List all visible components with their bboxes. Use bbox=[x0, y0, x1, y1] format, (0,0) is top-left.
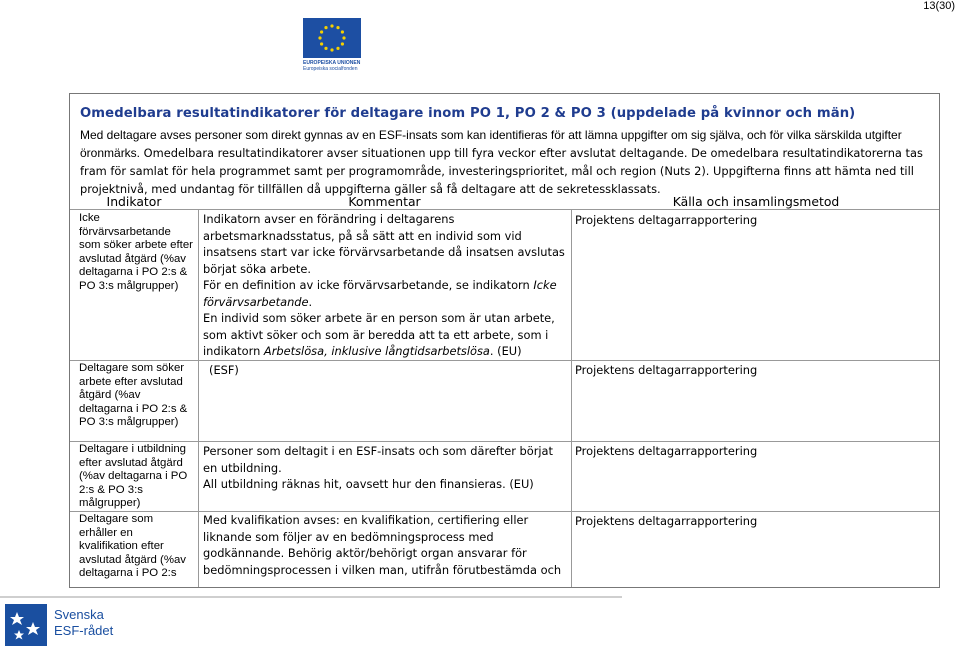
column-divider bbox=[571, 209, 572, 588]
row3-comment-1: Personer som deltagit i en ESF-insats och som därefter börjat en utbildning. bbox=[203, 444, 554, 475]
eu-logo bbox=[303, 18, 361, 72]
row1-comment bbox=[203, 211, 568, 360]
row2-indicator: Deltagare som söker arbete efter avslutad åtgärd (%av deltagarna i PO 2:s & PO 3:s målgrupper) bbox=[79, 362, 188, 429]
row1-comment-3a: En individ som söker arbete är en person som är utan arbete, som aktivt söker och som är beredda att ta ett arbete, som i indikatorn bbox=[203, 311, 555, 358]
row4-source: Projektens deltagarrapportering bbox=[575, 514, 758, 528]
row1-comment-2 bbox=[203, 277, 568, 310]
row1-indicator: Icke förvärvsarbetande som söker arbete efter avslutad åtgärd (%av deltagarna i PO 2:s & PO 3:s målgrupper) bbox=[79, 212, 193, 292]
row1-source: Projektens deltagarrapportering bbox=[575, 213, 758, 227]
indicator-table bbox=[70, 194, 940, 588]
row-divider bbox=[70, 441, 940, 442]
row1-comment-2a: För en definition av icke förvärvsarbetande, se indikatorn bbox=[203, 278, 534, 292]
footer-rule bbox=[0, 596, 622, 598]
esf-logo-line1: Svenska bbox=[54, 607, 104, 622]
eu-logo-line2: Europeiska socialfonden bbox=[303, 66, 358, 72]
esf-logo-line2: ESF-rådet bbox=[54, 623, 114, 638]
row4-comment: Med kvalifikation avses: en kvalifikation, certifiering eller liknande som följer av en bedömningsprocess med godkännande. Behörig aktör/behörigt organ ansvarar för bedömningsprocessen i vilken man, utifrån förutbestämda och bbox=[203, 513, 562, 577]
section-heading: Omedelbara resultatindikatorer för deltagare inom PO 1, PO 2 & PO 3 (uppdelade på kvinnor och män) bbox=[80, 106, 856, 121]
column-divider bbox=[198, 209, 199, 588]
section-intro bbox=[80, 126, 930, 198]
row1-comment-3b: Arbetslösa, inklusive långtidsarbetslösa bbox=[263, 344, 490, 358]
row3-comment bbox=[203, 443, 568, 493]
eu-logo-line1: EUROPEISKA UNIONEN bbox=[303, 60, 361, 66]
intro-text-2: Omedelbara resultatindikatorer avser situationen upp till fyra veckor efter avslutat deltagande. De omedelbara resultatindikatorerna tas fram för samlat för hela programmet samt per programområde, investeringsprioritet, mål och region (Nuts 2). Uppgifterna finns att hämta ned till projektnivå, med undantag för tillfällen då uppgifterna gäller så få deltagare att de sekretessklassats. bbox=[80, 146, 923, 196]
row1-comment-2b: Icke förvärvsarbetande bbox=[203, 278, 557, 309]
row1-comment-1: Indikatorn avser en förändring i deltagarens arbetsmarknadsstatus, på så sätt att en individ som vid insatsens start var icke förvärvsarbetande då insatsen avslutas börjat söka arbete. bbox=[203, 212, 565, 276]
row1-comment-2c: . bbox=[308, 294, 313, 309]
row-divider bbox=[70, 360, 940, 361]
intro-text: Med deltagare avses personer som direkt gynnas av en ESF-insats som kan identifieras för att lämna uppgifter om sig själva, och för vilka särskilda utgifter öronmärks. bbox=[80, 128, 902, 160]
row1-comment-3 bbox=[203, 310, 568, 360]
row2-comment: (ESF) bbox=[209, 363, 239, 377]
eu-flag-icon bbox=[303, 18, 361, 58]
row3-comment-2: All utbildning räknas hit, oavsett hur den finansieras. (EU) bbox=[203, 477, 534, 491]
row-divider bbox=[70, 209, 940, 210]
row4-indicator: Deltagare som erhåller en kvalifikation efter avslutad åtgärd (%av deltagarna i PO 2:s bbox=[79, 513, 187, 580]
esf-logo bbox=[5, 604, 115, 646]
esf-star-icon bbox=[5, 604, 47, 646]
header-kommentar: Kommentar bbox=[348, 194, 421, 209]
header-kalla: Källa och insamlingsmetod bbox=[672, 194, 840, 209]
row2-source: Projektens deltagarrapportering bbox=[575, 363, 758, 377]
row3-indicator: Deltagare i utbildning efter avslutad åtgärd (%av deltagarna i PO 2:s & PO 3:s målgrupper) bbox=[79, 443, 188, 510]
header-indikator: Indikator bbox=[106, 194, 162, 209]
row3-source: Projektens deltagarrapportering bbox=[575, 444, 758, 458]
row1-comment-3c: . (EU) bbox=[489, 344, 522, 358]
page-number: 13(30) bbox=[923, 0, 955, 12]
indicator-section bbox=[69, 93, 940, 588]
